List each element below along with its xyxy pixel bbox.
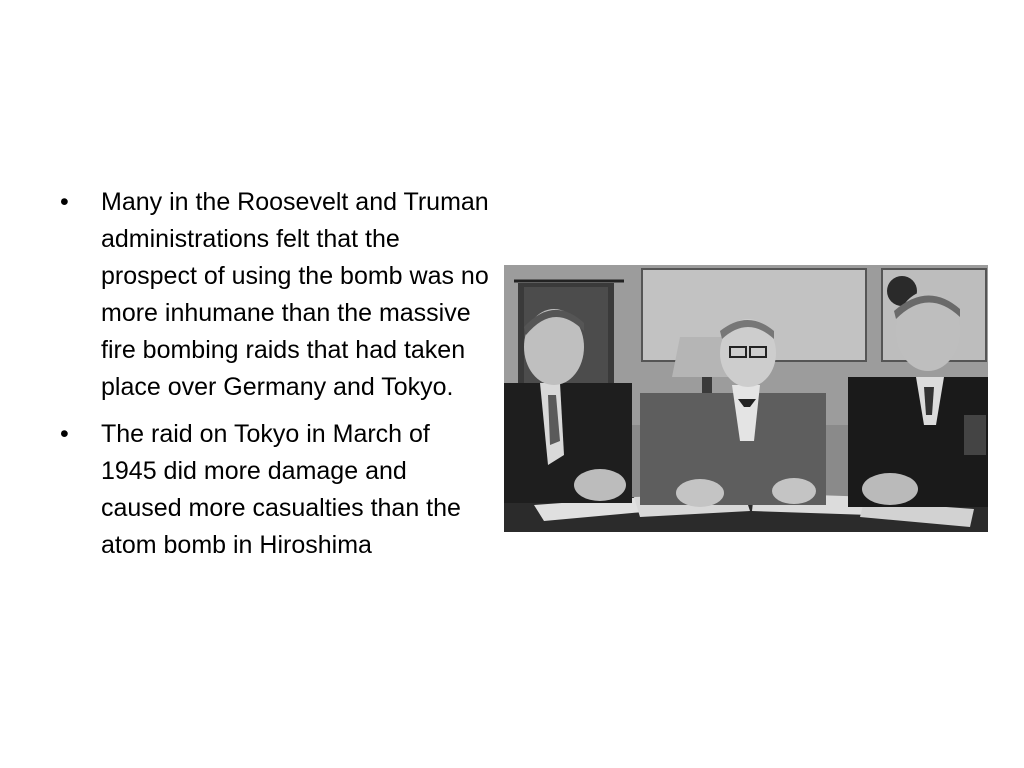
- bullet-text-1: Many in the Roosevelt and Truman administrations felt that the prospect of using the bomb was no more inhumane than the massive fire bombing raids that had taken place over Germany and Tokyo.: [101, 188, 489, 401]
- bullet-list: [60, 184, 490, 574]
- photo-illustration: [504, 265, 988, 532]
- historical-photo: [504, 265, 988, 532]
- bullet-dot: •: [60, 420, 69, 448]
- bullet-text-2: The raid on Tokyo in March of 1945 did more damage and caused more casualties than the atom bomb in Hiroshima: [101, 420, 461, 559]
- bullet-item-1: [60, 184, 490, 406]
- bullet-item-2: [60, 416, 490, 564]
- bullet-dot: •: [60, 188, 69, 216]
